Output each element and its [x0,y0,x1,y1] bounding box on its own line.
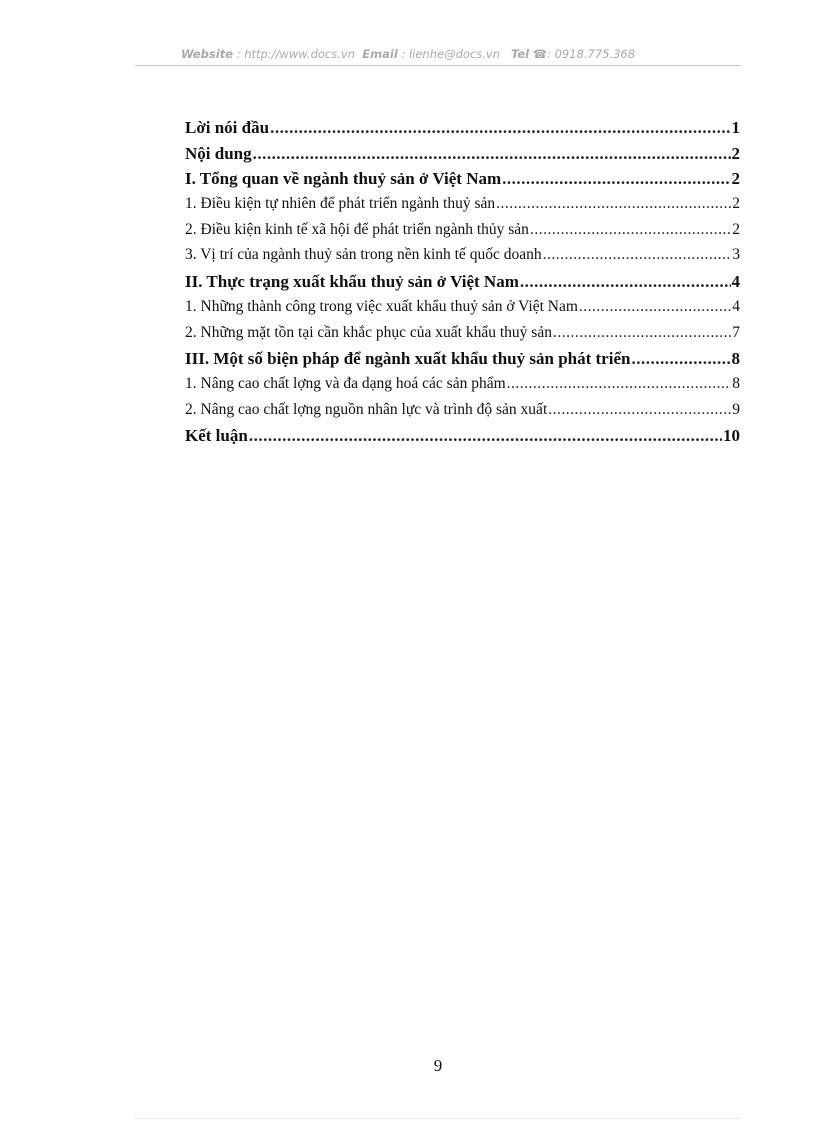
toc-entry-page: 3 [732,246,740,264]
toc-dot-leader [502,169,730,189]
toc-entry-section-2-1[interactable] [185,298,740,324]
toc-entry-title: 1. Điều kiện tự nhiên để phát triển ngành thuỷ sản [185,195,496,213]
toc-entry-title: Lời nói đầu [185,118,270,137]
toc-dot-leader [548,401,731,419]
toc-entry-ket-luan[interactable] [185,426,740,452]
toc-entry-section-3-2[interactable] [185,401,740,427]
toc-entry-page: 4 [732,297,740,315]
toc-entry-noi-dung[interactable] [185,144,740,170]
toc-dot-leader [543,246,732,264]
toc-entry-page: 2 [732,195,740,213]
toc-dot-leader [530,221,731,239]
toc-entry-section-2-2[interactable] [185,324,740,350]
toc-entry-page: 2 [731,169,740,189]
tel-value: : 0918.775.368 [547,47,636,61]
toc-entry-section-1-2[interactable] [185,221,740,247]
toc-entry-page: 8 [732,374,740,392]
toc-entry-page: 8 [731,349,740,369]
website-label: Website [180,47,234,61]
email-label: Email [362,47,398,61]
header-divider [135,65,741,66]
toc-entry-section-1-1[interactable] [185,195,740,221]
toc-entry-title: 2. Điều kiện kinh tế xã hội để phát triển ngành thủy sản [185,220,529,238]
toc-entry-title: 2. Nâng cao chất lợng nguồn nhân lực và trình độ sản xuất [185,400,548,418]
tel-label: Tel [510,47,530,61]
toc-entry-loi-noi-dau[interactable] [185,118,740,144]
page-header [0,47,816,61]
toc-entry-title: Nội dung [185,143,252,163]
toc-entry-title: 1. Nâng cao chất lợng và đa dạng hoá các sản phẩm [185,374,506,392]
toc-entry-section-3-1[interactable] [185,375,740,401]
toc-entry-page: 2 [732,220,740,238]
toc-dot-leader [631,349,730,369]
toc-entry-page: 10 [723,426,740,446]
table-of-contents [185,118,740,452]
toc-entry-title: 3. Vị trí của ngành thuỷ sản trong nền kinh tế quốc doanh [185,246,542,264]
toc-entry-section-1[interactable] [185,169,740,195]
page-number: 9 [433,1056,443,1075]
toc-entry-section-3[interactable] [185,349,740,375]
toc-entry-title: 2. Những mặt tồn tại cần khắc phục của xuất khẩu thuỷ sản [185,323,552,341]
toc-entry-title: 1. Những thành công trong việc xuất khẩu thuỷ sản ở Việt Nam [185,297,578,315]
toc-entry-title: II. Thực trạng xuất khẩu thuỷ sản ở Việt Nam [185,272,519,292]
toc-dot-leader [520,272,731,292]
toc-entry-title: III. Một số biện pháp để ngành xuất khẩu thuỷ sản phát triển [185,349,631,369]
toc-entry-page: 2 [731,143,740,163]
toc-dot-leader [249,426,722,446]
phone-icon: ☎ [532,47,548,61]
toc-entry-section-2[interactable] [185,272,740,298]
toc-dot-leader [507,375,732,393]
toc-entry-section-1-3[interactable] [185,246,740,272]
footer-divider [135,1118,741,1119]
email-value: : lienhe@docs.vn [401,47,500,61]
toc-entry-page: 7 [732,323,740,341]
toc-entry-page: 4 [731,272,740,292]
toc-entry-page: 1 [731,118,740,137]
toc-dot-leader [496,195,731,213]
toc-entry-page: 9 [732,400,740,418]
toc-dot-leader [270,118,730,138]
toc-dot-leader [553,324,731,342]
toc-dot-leader [253,144,731,164]
toc-dot-leader [579,298,731,316]
toc-entry-title: Kết luận [185,426,248,446]
toc-entry-title: I. Tổng quan về ngành thuỷ sản ở Việt Nam [185,169,502,189]
website-value: : http://www.docs.vn [236,47,355,61]
